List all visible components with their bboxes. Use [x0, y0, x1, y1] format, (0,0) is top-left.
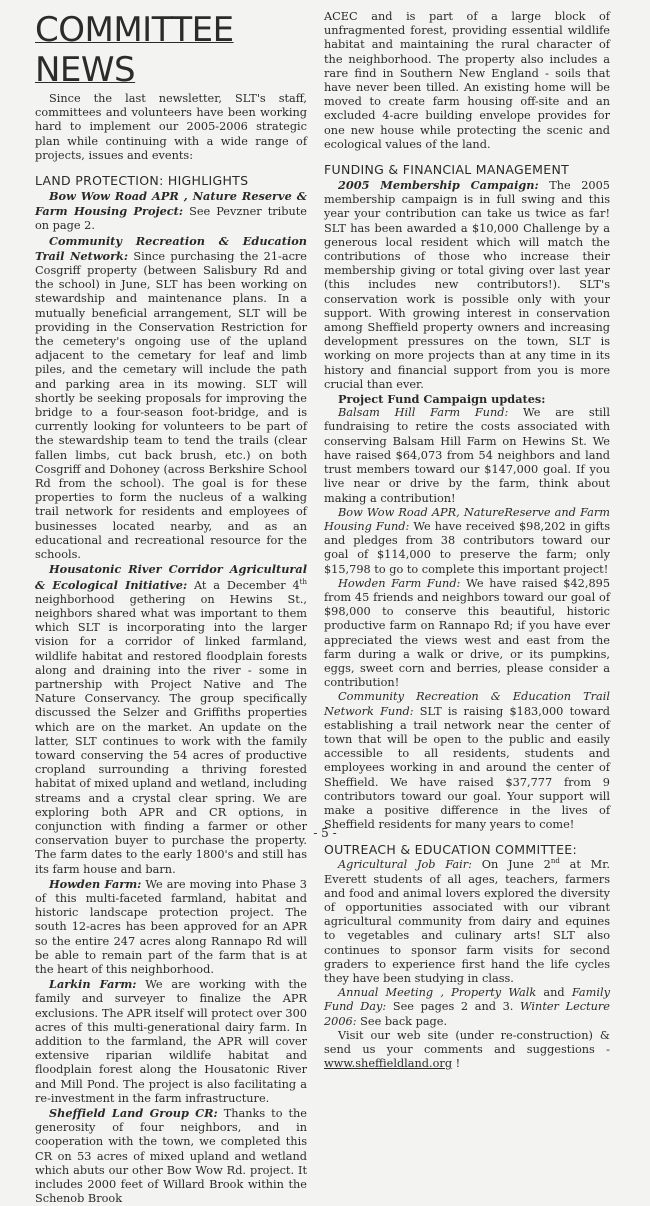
outreach-heading: OUTREACH & EDUCATION COMMITTEE:	[324, 842, 578, 858]
balsam-fund-paragraph: Balsam Hill Farm Fund: We are still fundraising to retire the costs associated with conserving Balsam Hill Farm on Hewins St. We have raised $64,073 from 54 neighbors and land trust members toward our $147,000 goal. If you live near or drive by the farm, think about making a contribution!	[324, 406, 610, 505]
page-title: COMMITTEE NEWS	[35, 10, 234, 90]
howden-fund-paragraph: Howden Farm Fund: We have raised $42,895 from 45 friends and neighbors toward our goal of $98,000 to conserve this beautiful, historic productive farm on Rannapo Rd; if you have ever appreciated the views west and east from the farm during a walk or drive, or its pumpkins, eggs, sweet corn and berries, please consider a contribution!	[324, 576, 611, 690]
housatonic-paragraph: Housatonic River Corridor Agricultural & Ecological Initiative: At a December 4th neighborhood gethering on Hewins St., neighbors shared what was important to them which SLT is incorporating into the larger vision for a corridor of linked farmland, wildlife habitat and restored floodplain forests along and draining into the river - some in partnership with Project Native and The Nature Conservancy. The group specifically discussed the Selzer and Griffiths properties which are on the market. An update on the latter, SLT continues to work with the family toward conserving the 54 acres of productive cropland surrounding a thriving forested habitat of mixed upland and wetland, including streams and a crystal clear spring. We are exploring both APR and CR options, in conjunction with finding a farmer or other conservation buyer to purchase the property. The farm dates to the early 1800's and still has its farm house and barn.	[35, 562, 307, 876]
page-number: - 5 -	[313, 826, 337, 840]
larkin-paragraph: Larkin Farm: We are working with the family and surveyer to finalize the APR exclusions. The APR itself will protect over 300 acres of this multi-generational dairy farm. In addition to the farmland, the APR will cover extensive riparian wildlife habitat and floodplain forest along the Housatonic River and Mill Pond. The project is also facilitating a re-investment in the farm infrastructure.	[35, 977, 307, 1105]
bowwow-fund-paragraph: Bow Wow Road APR, NatureReserve and Farm Housing Fund: We have received $98,202 in gifts and pledges from 38 contributors toward our goal of $114,000 to preserve the farm; only $15,798 to go to complete this important project!	[324, 505, 610, 576]
right-column	[324, 10, 610, 1071]
funding-heading: FUNDING & FINANCIAL MANAGEMENT	[324, 162, 570, 178]
community-trail-paragraph: Community Recreation & Education Trail Network: Since purchasing the 21-acre Cosgriff property (between Salisbury Rd and the school) in June, SLT has been working on stewardship and maintenance plans. In a mutually beneficial arrangement, SLT will be providing in the Conservation Restriction for the cemetery's ongoing use of the upland adjacent to the cemetary for leaf and limb piles, and the cemetary will include the path and parking area in its mowing. SLT will shortly be seeking proposals for improving the bridge to a four-season foot-bridge, and is currently looking for volunteers to be part of the stewardship team to tend the trails (clear fallen limbs, cut back brush, etc.) on both Cosgriff and Dohoney (across Berkshire School Rd from the school). The goal is for these properties to form the nucleus of a walking trail network for residents and employees of businesses located nearby, and as an educational and recreational resource for the schools.	[35, 233, 307, 562]
jobfair-paragraph: Agricultural Job Fair: On June 2nd at Mr. Everett students of all ages, teachers, farmers and food and animal lovers explored the diversity of opportunities associated with our vibrant agricultural community from dairy and equines to vegetables and culinary arts! SLT also continues to sponsor farm visits for second graders to experience first hand the life cycles they have been studying in class.	[324, 857, 610, 985]
sheffield-group-paragraph: Sheffield Land Group CR: Thanks to the generosity of four neighbors, and in cooperation with the town, we completed this CR on 53 acres of mixed upland and wetland which abuts our other Bow Wow Rd. project. It includes 2000 feet of Willard Brook within the Schenob Brook	[35, 1106, 307, 1206]
website-link[interactable]: www.sheffieldland.org	[324, 1057, 453, 1071]
events-paragraph: Annual Meeting , Property Walk and Family Fund Day: See pages 2 and 3. Winter Lecture 2006: See back page.	[324, 986, 610, 1028]
website-paragraph: Visit our web site (under re-construction) & send us your comments and suggestions - www.sheffieldland.org !	[324, 1028, 610, 1071]
howden-paragraph: Howden Farm: We are moving into Phase 3 of this multi-faceted farmland, habitat and historic landscape protection project. The south 12-acres has been approved for an APR so the entire 247 acres along Rannapo Rd will be able to remain part of the farm that is at the heart of this neighborhood.	[35, 876, 307, 976]
bowwow-paragraph: Bow Wow Road APR , Nature Reserve & Farm Housing Project: See Pevzner tribute on page 2.	[35, 189, 307, 233]
intro-paragraph: Since the last newsletter, SLT's staff, committees and volunteers have been working hard to implement our 2005-2006 strategic plan while continuing with a wide range of projects, issues and events:	[35, 92, 307, 162]
membership-paragraph: 2005 Membership Campaign: The 2005 membership campaign is in full swing and this year your contribution can take us twice as far! SLT has been awarded a $10,000 Challenge by a generous local resident which will match the contributions of those who increase their membership giving or total giving over last year (this includes new contributors!). SLT's conservation work is possible only with your support. With growing interest in conservation among Sheffield property owners and increasing development pressures on the town, SLT is working on more projects than at any time in its history and financial support from you is more crucial than ever.	[324, 178, 610, 391]
acec-continuation: ACEC and is part of a large block of unfragmented forest, providing essential wildlife habitat and maintaining the rural character of the neighborhood. The property also includes a rare find in Southern New England - soils that have never been tilled. An existing home will be moved to create farm housing off-site and an excluded 4-acre building envelope provides for one new house while protecting the scenic and ecological values of the land.	[324, 10, 610, 151]
project-fund-heading: Project Fund Campaign updates:	[338, 392, 546, 407]
left-column	[35, 10, 307, 1206]
land-protection-heading: LAND PROTECTION: HIGHLIGHTS	[35, 173, 249, 189]
trail-fund-paragraph: Community Recreation & Education Trail Network Fund: SLT is raising $183,000 toward establishing a trail network near the center of town that will be open to the public and easily accessible to all residents, students and employees working in and around the center of Sheffield. We have raised $37,777 from 9 contributors toward our goal. Your support will make a positive difference in the lives of Sheffield residents for many years to come!	[324, 690, 610, 832]
